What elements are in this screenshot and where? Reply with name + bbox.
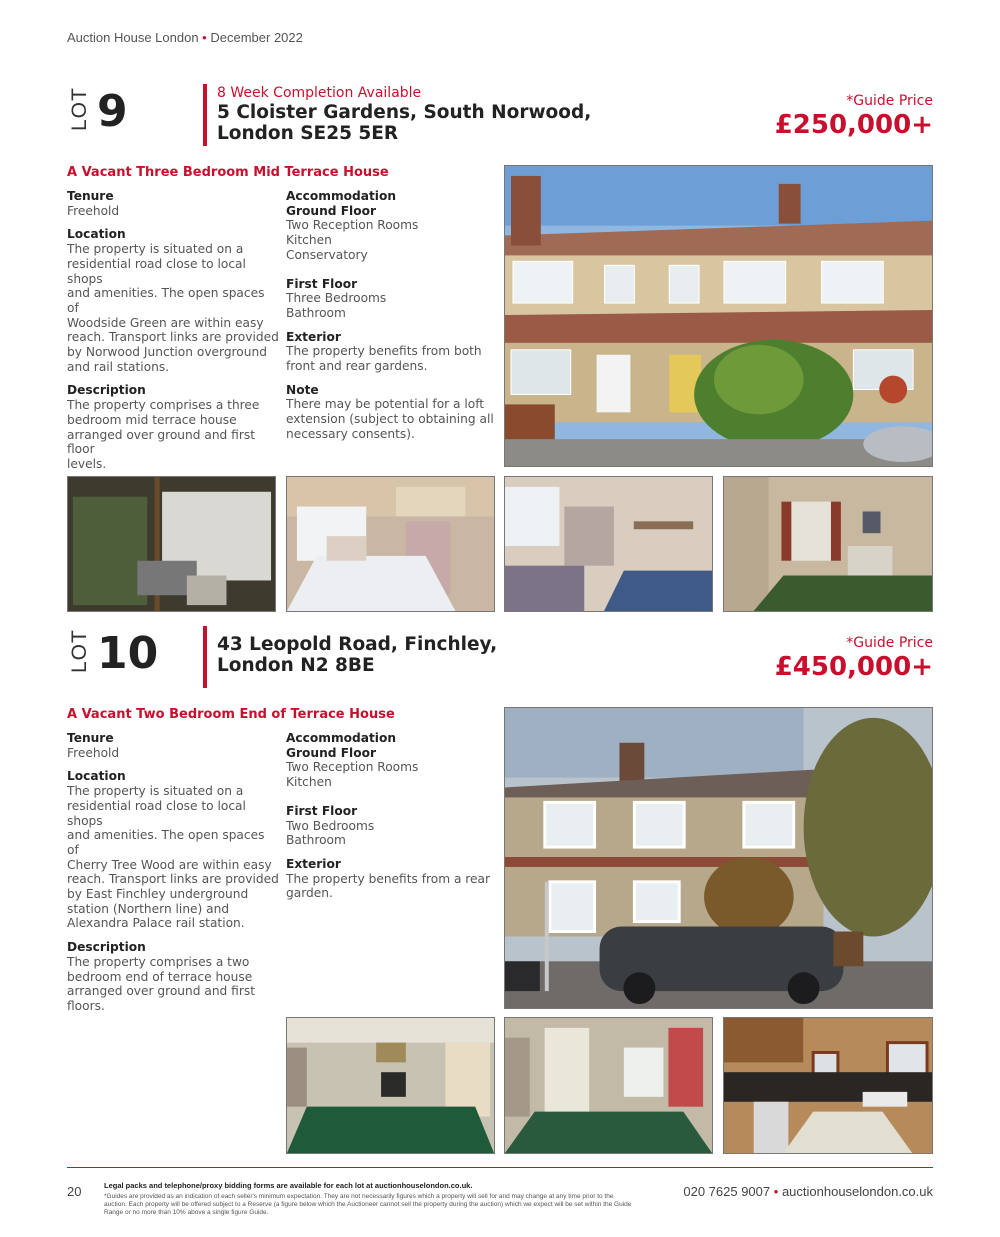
address-line-1: 5 Cloister Gardens, South Norwood, bbox=[217, 102, 592, 123]
property-subtitle: A Vacant Three Bedroom Mid Terrace House bbox=[67, 165, 389, 180]
location-heading: Location bbox=[67, 769, 126, 784]
tenure-heading: Tenure bbox=[67, 189, 114, 203]
ground-floor-heading: Ground Floor bbox=[286, 745, 376, 760]
details-right-column bbox=[286, 189, 496, 451]
note-text: There may be potential for a loft extension (subject to obtaining all necessary consents). bbox=[286, 397, 494, 441]
footer-rule bbox=[67, 1167, 933, 1168]
page-number: 20 bbox=[67, 1184, 82, 1199]
details-left-column bbox=[67, 189, 279, 481]
main-exterior-photo bbox=[504, 707, 933, 1009]
ground-floor-text: Two Reception Rooms Kitchen bbox=[286, 760, 419, 790]
legal-packs-notice: Legal packs and telephone/proxy bidding forms are available for each lot at auctionhouselondon.co.uk. bbox=[104, 1181, 473, 1190]
location-heading: Location bbox=[67, 227, 126, 242]
contact-info bbox=[683, 1184, 933, 1199]
description-heading: Description bbox=[67, 383, 146, 398]
lot-label: LOT bbox=[68, 87, 91, 131]
description-text: The property comprises a three bedroom mid terrace house arranged over ground and first floor levels. bbox=[67, 398, 260, 471]
accommodation-heading: Accommodation bbox=[286, 731, 397, 745]
guide-price: £450,000+ bbox=[774, 652, 933, 682]
header-separator: • bbox=[202, 30, 207, 45]
ground-floor-heading: Ground Floor bbox=[286, 203, 376, 218]
exterior-heading: Exterior bbox=[286, 856, 341, 871]
bedroom-photo-1 bbox=[286, 476, 495, 612]
tenure-value: Freehold bbox=[67, 203, 120, 218]
details-left-column bbox=[67, 731, 279, 1023]
promo-text: 8 Week Completion Available bbox=[217, 85, 422, 101]
exterior-text: The property benefits from both front and rear gardens. bbox=[286, 344, 482, 374]
guide-disclaimer: *Guides are provided as an indication of each seller's minimum expectation. They are not necessarily figures which a property will sell for and may change at any time prior to the auction. Each property will be offered subject to a Reserve (a figure below which the Auctioneer cannot sell the property during the auction) which we expect will be set within the Guide Range or no more than 10% above a single figure Guide. bbox=[104, 1193, 632, 1216]
lot-number: 9 bbox=[97, 86, 128, 137]
exterior-text: The property benefits from a rear garden. bbox=[286, 871, 491, 901]
note-heading: Note bbox=[286, 382, 319, 397]
first-floor-text: Three Bedrooms Bathroom bbox=[286, 291, 387, 320]
reception-room-photo bbox=[723, 476, 933, 612]
first-floor-heading: First Floor bbox=[286, 276, 358, 291]
address-line-1: 43 Leopold Road, Finchley, bbox=[217, 634, 498, 655]
description-heading: Description bbox=[67, 940, 146, 955]
details-right-column bbox=[286, 731, 496, 910]
lot-number: 10 bbox=[97, 628, 159, 679]
property-subtitle: A Vacant Two Bedroom End of Terrace House bbox=[67, 707, 395, 722]
guide-price: £250,000+ bbox=[774, 110, 933, 140]
lot-address bbox=[217, 102, 591, 144]
website-link[interactable]: auctionhouselondon.co.uk bbox=[781, 1184, 933, 1199]
first-floor-text: Two Bedrooms Bathroom bbox=[286, 818, 375, 848]
conservatory-photo bbox=[67, 476, 276, 612]
reception-room-photo-1 bbox=[286, 1017, 495, 1154]
main-exterior-photo bbox=[504, 165, 933, 467]
kitchen-photo bbox=[723, 1017, 933, 1154]
brand-name: Auction House London bbox=[67, 30, 199, 45]
location-text: The property is situated on a residential road close to local shops and amenities. The open spaces of Woodside Green are within easy reach. Transport links are provided by Norwood Junction overground and rail stations. bbox=[67, 242, 279, 374]
contact-separator: • bbox=[773, 1184, 779, 1199]
lot-divider-bar bbox=[203, 626, 207, 688]
location-text: The property is situated on a residential road close to local shops and amenities. The open spaces of Cherry Tree Wood are within easy reach. Transport links are provided by East Finchley underground station (Northern line) and Alexandra Palace rail station. bbox=[67, 784, 279, 931]
reception-room-photo-2 bbox=[504, 1017, 713, 1154]
guide-price-label: *Guide Price bbox=[846, 93, 933, 109]
page-header bbox=[67, 30, 303, 45]
issue-date: December 2022 bbox=[210, 30, 303, 45]
ground-floor-text: Two Reception Rooms Kitchen Conservatory bbox=[286, 218, 419, 262]
first-floor-heading: First Floor bbox=[286, 803, 358, 818]
lot-address bbox=[217, 634, 497, 676]
tenure-value: Freehold bbox=[67, 745, 120, 760]
phone-number[interactable]: 020 7625 9007 bbox=[683, 1184, 771, 1199]
lot-divider-bar bbox=[203, 84, 207, 146]
description-text: The property comprises a two bedroom end of terrace house arranged over ground and first floors. bbox=[67, 954, 255, 1013]
address-line-2: London N2 8BE bbox=[217, 655, 375, 676]
tenure-heading: Tenure bbox=[67, 731, 114, 745]
accommodation-heading: Accommodation bbox=[286, 189, 397, 203]
address-line-2: London SE25 5ER bbox=[217, 123, 399, 144]
bedroom-photo-2 bbox=[504, 476, 713, 612]
guide-price-label: *Guide Price bbox=[846, 635, 933, 651]
lot-label: LOT bbox=[68, 629, 91, 673]
exterior-heading: Exterior bbox=[286, 329, 341, 344]
